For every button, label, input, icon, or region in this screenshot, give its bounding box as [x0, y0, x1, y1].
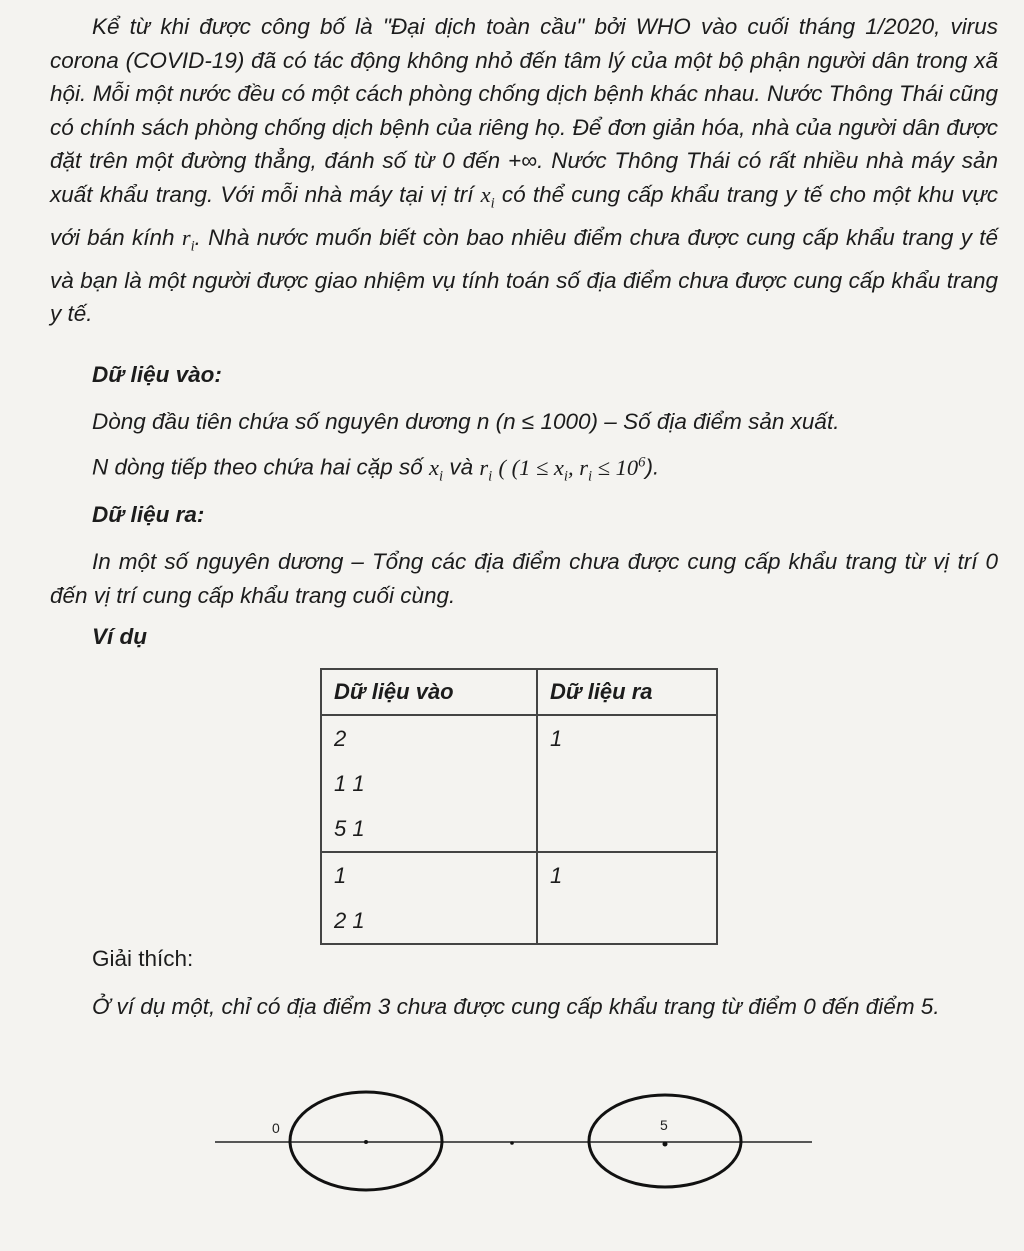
- coverage-figure: [0, 1060, 1024, 1220]
- input-heading: Dữ liệu vào:: [92, 362, 222, 387]
- intro-var-r: $r_i$: [181, 224, 195, 254]
- table-cell-line: 2 1: [334, 908, 365, 933]
- coverage-circle-right: [589, 1095, 741, 1187]
- output-paragraph: In một số nguyên dương – Tổng các địa điểm chưa được cung cấp khẩu trang từ vị trí 0 đến vị trí cung cấp khẩu trang cuối cùng.: [50, 549, 998, 608]
- table-row: [321, 852, 717, 944]
- table-cell-line: 1 1: [334, 771, 365, 796]
- intro-var-x: $x_i$: [480, 181, 495, 211]
- table-header-input: Dữ liệu vào: [321, 669, 537, 715]
- table-cell-line: 1: [550, 863, 563, 888]
- table-cell-line: 1: [334, 863, 347, 888]
- explain-paragraph: Ở ví dụ một, chỉ có địa điểm 3 chưa được cung cấp khẩu trang từ điểm 0 đến điểm 5.: [92, 994, 940, 1019]
- center-point-right: [663, 1142, 668, 1147]
- center-point-left: [364, 1140, 368, 1144]
- table-row: [321, 715, 717, 852]
- intro-end-text: . Nhà nước muốn biết còn bao nhiêu điểm chưa được cung cấp khẩu trang y tế và bạn là một người được giao nhiệm vụ tính toán số địa điểm chưa được cung cấp khẩu trang y tế.: [50, 224, 998, 326]
- input-line-1: Dòng đầu tiên chứa số nguyên dương n (n ≤ 1000) – Số địa điểm sản xuất.: [92, 409, 840, 434]
- uncovered-point: [510, 1141, 514, 1145]
- table-header-row: [321, 669, 717, 715]
- example-table: [320, 668, 718, 945]
- table-cell-output: [537, 852, 717, 944]
- table-cell-line: 2: [334, 726, 347, 751]
- intro-text: Kể từ khi được công bố là "Đại dịch toàn cầu" bởi WHO vào cuối tháng 1/2020, virus corona (COVID-19) đã có tác động không nhỏ đến tâm lý của một bộ phận người dân trong xã hội. Mỗi một nước đều có một cách phòng chống dịch bệnh khác nhau. Nước Thông Thái cũng có chính sách phòng chống dịch bệnh của riêng họ. Để đơn giản hóa, nhà của người dân được đặt trên một đường thẳng, đánh số từ 0 đến +∞. Nước Thông Thái có rất nhiều nhà máy sản xuất khẩu trang. Với mỗi nhà máy tại vị trí: [50, 14, 998, 207]
- table-cell-input: [321, 715, 537, 852]
- intro-paragraph: [50, 10, 998, 331]
- table-cell-line: 1: [550, 726, 563, 751]
- label-zero: 0: [272, 1120, 280, 1136]
- input-line-2: N dòng tiếp theo chứa hai cặp số $x_i$ và $r_i$ ( ($1 \le x_i$, $r_i \le 10^6$).: [92, 454, 660, 484]
- label-five: 5: [660, 1117, 668, 1133]
- table-header-output: Dữ liệu ra: [537, 669, 717, 715]
- example-heading: Ví dụ: [92, 624, 147, 649]
- intro-mid-text: có thể cung cấp khẩu trang y tế cho một khu vực với bán kính: [50, 181, 998, 250]
- explain-heading: Giải thích:: [92, 946, 194, 971]
- table-cell-input: [321, 852, 537, 944]
- table-cell-line: 5 1: [334, 816, 365, 841]
- table-cell-output: [537, 715, 717, 852]
- output-heading: Dữ liệu ra:: [92, 502, 205, 527]
